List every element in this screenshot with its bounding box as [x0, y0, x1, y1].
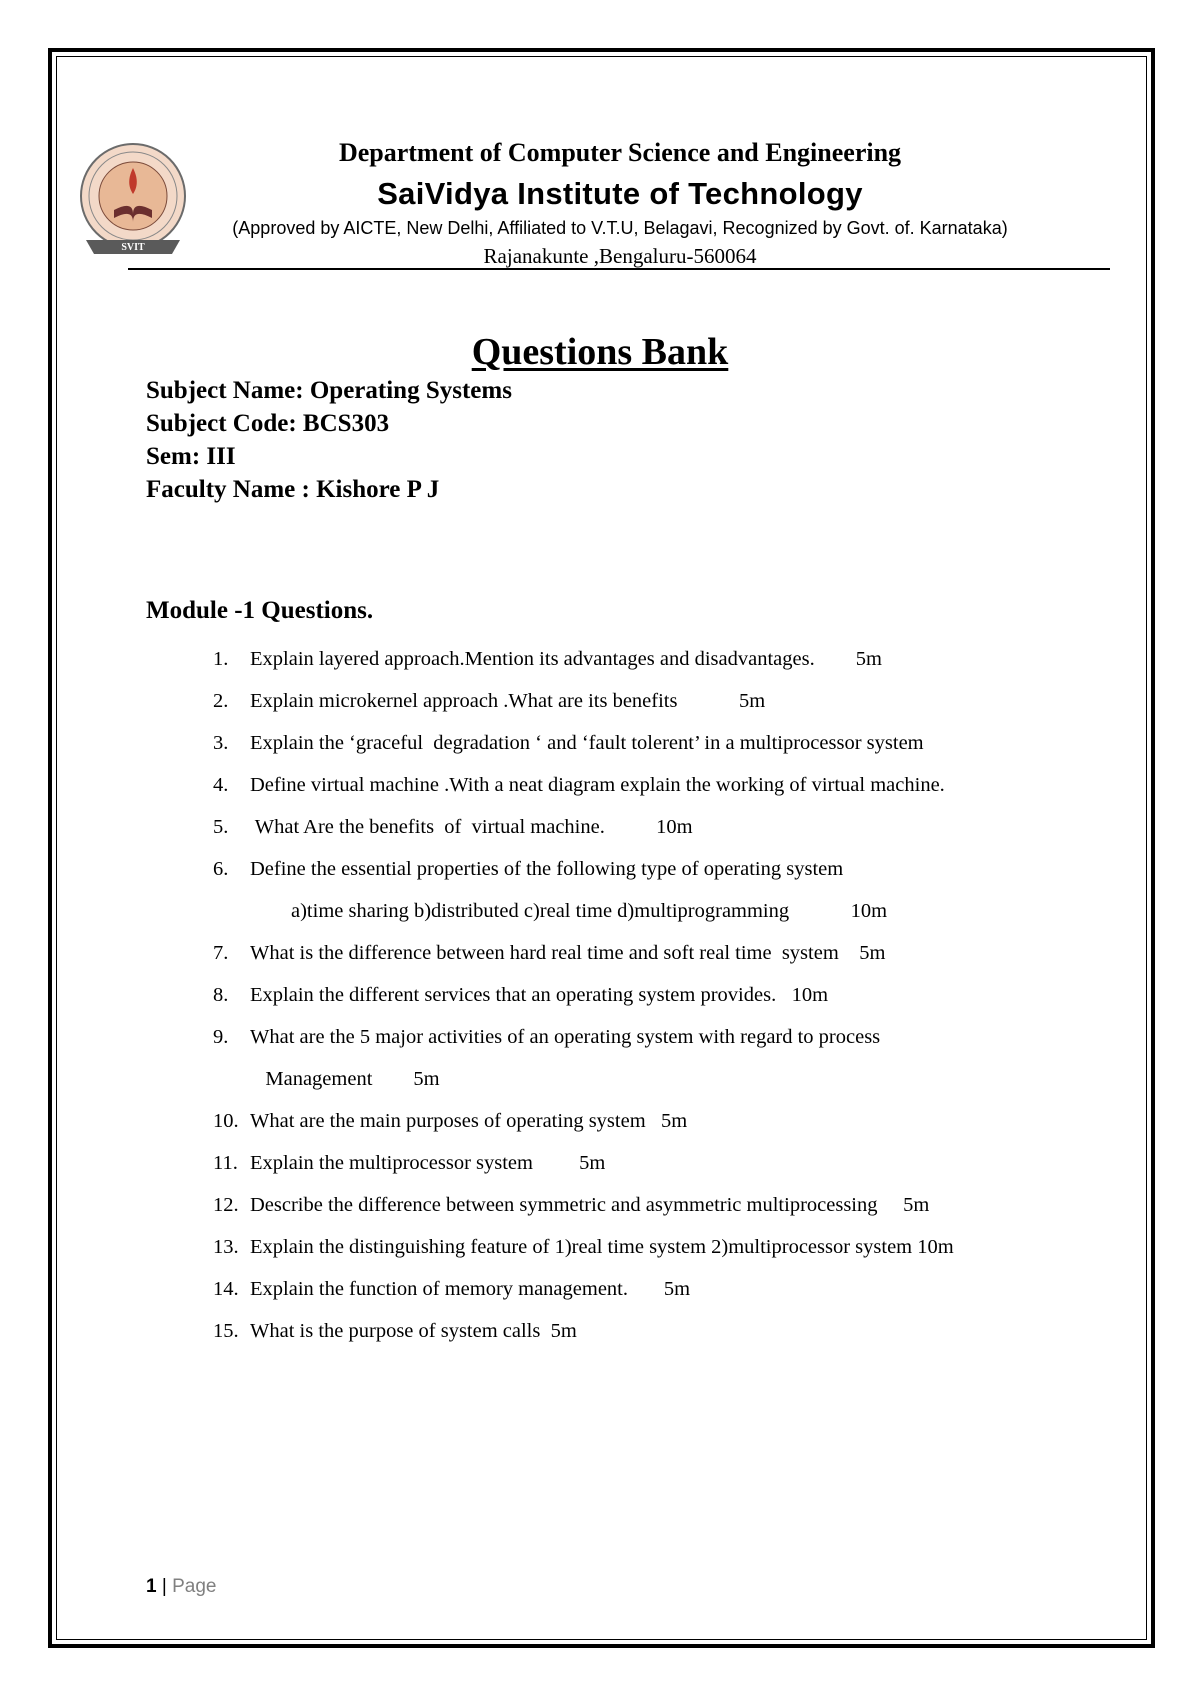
question-item	[213, 1016, 954, 1058]
subject-name: Subject Name: Operating Systems	[146, 377, 512, 404]
page-number: 1	[146, 1576, 157, 1597]
question-text: What are the main purposes of operating system 5m	[250, 1110, 688, 1132]
question-text: Explain the ‘graceful degradation ‘ and ‘fault tolerent’ in a multiprocessor system	[250, 732, 924, 754]
question-item	[213, 680, 954, 722]
question-item	[213, 1268, 954, 1310]
question-item	[213, 1226, 954, 1268]
question-number: 7.	[213, 942, 229, 964]
question-number: 14.	[213, 1278, 239, 1300]
question-number: 11.	[213, 1152, 238, 1174]
logo-text: SVIT	[121, 242, 145, 253]
question-item	[213, 764, 954, 806]
subject-meta	[146, 374, 512, 506]
question-number: 2.	[213, 690, 229, 712]
page-label: Page	[172, 1576, 217, 1597]
question-item	[213, 974, 954, 1016]
college-logo-icon	[72, 140, 194, 262]
header-divider	[128, 268, 1110, 270]
question-number: 9.	[213, 1026, 229, 1048]
question-text: Define the essential properties of the following type of operating system	[250, 858, 844, 880]
question-item	[213, 1184, 954, 1226]
question-text: Explain the distinguishing feature of 1)real time system 2)multiprocessor system 10m	[250, 1236, 954, 1258]
question-number: 4.	[213, 774, 229, 796]
question-text: Explain layered approach.Mention its advantages and disadvantages. 5m	[250, 648, 882, 670]
question-text: What is the purpose of system calls 5m	[250, 1320, 577, 1342]
question-item	[213, 1100, 954, 1142]
question-continuation: Management 5m	[250, 1068, 440, 1090]
question-number: 5.	[213, 816, 229, 838]
question-number: 15.	[213, 1320, 239, 1342]
question-text: Define virtual machine .With a neat diagram explain the working of virtual machine.	[250, 774, 945, 796]
question-number: 1.	[213, 648, 229, 670]
question-number: 8.	[213, 984, 229, 1006]
question-item	[213, 1142, 954, 1184]
document-title: Questions Bank	[471, 331, 729, 373]
question-item	[213, 848, 954, 890]
page-footer	[146, 1576, 216, 1598]
question-item	[213, 932, 954, 974]
question-number: 6.	[213, 858, 229, 880]
question-number: 13.	[213, 1236, 239, 1258]
question-text: Describe the difference between symmetric and asymmetric multiprocessing 5m	[250, 1194, 930, 1216]
question-text: What is the difference between hard real time and soft real time system 5m	[250, 942, 886, 964]
semester: Sem: III	[146, 443, 236, 470]
question-item	[213, 806, 954, 848]
question-item	[213, 1310, 954, 1352]
question-text: Explain the different services that an operating system provides. 10m	[250, 984, 829, 1006]
approval-note: (Approved by AICTE, New Delhi, Affiliated to V.T.U, Belagavi, Recognized by Govt. of. Karnataka)	[232, 218, 1008, 238]
question-item	[213, 722, 954, 764]
institute-name: SaiVidya Institute of Technology	[377, 176, 863, 211]
module-heading: Module -1 Questions.	[146, 597, 374, 624]
question-text: Explain the multiprocessor system 5m	[250, 1152, 606, 1174]
question-item	[213, 638, 954, 680]
question-number: 3.	[213, 732, 229, 754]
question-text: Explain microkernel approach .What are its benefits 5m	[250, 690, 766, 712]
question-continuation: a)time sharing b)distributed c)real time d)multiprogramming 10m	[250, 900, 888, 922]
institute-address: Rajanakunte ,Bengaluru-560064	[483, 244, 757, 268]
subject-code: Subject Code: BCS303	[146, 410, 390, 437]
question-list	[213, 638, 954, 1352]
faculty-name: Faculty Name : Kishore P J	[146, 476, 440, 503]
question-text: What Are the benefits of virtual machine. 10m	[250, 816, 693, 838]
question-number: 12.	[213, 1194, 239, 1216]
footer-separator: |	[156, 1576, 173, 1597]
question-number: 10.	[213, 1110, 239, 1132]
question-text: What are the 5 major activities of an operating system with regard to process	[250, 1026, 881, 1048]
question-text: Explain the function of memory management. 5m	[250, 1278, 691, 1300]
department-heading: Department of Computer Science and Engineering	[338, 138, 902, 167]
